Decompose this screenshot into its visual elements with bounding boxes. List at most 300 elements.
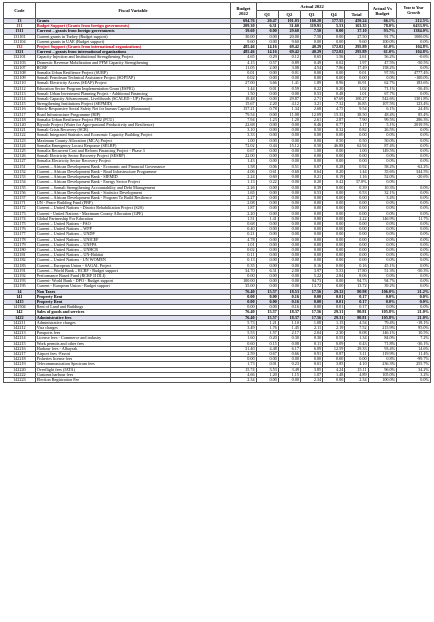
cell-fiscal-variable: Current – United Nations - District Rehabilitation Project (S2S)	[35, 206, 231, 211]
cell-actual-vs-budget: 146.1%	[368, 331, 397, 336]
cell-q3: 0.21	[300, 175, 322, 180]
cell-q4: 0.87	[323, 352, 345, 357]
cell-q3: 1.07	[300, 372, 322, 377]
cell-q2: 69.42	[278, 45, 300, 50]
cell-total: 0.00	[345, 76, 368, 81]
cell-q3: 94.73	[300, 279, 322, 284]
cell-budget: 4.78	[231, 237, 256, 242]
cell-q2: 0.00	[278, 284, 300, 289]
cell-total: 0.39	[345, 185, 368, 190]
cell-q4: 15.33	[323, 112, 345, 117]
cell-fiscal-variable: Sales of goods and services	[35, 310, 231, 315]
cell-total: 0.92	[345, 164, 368, 169]
cell-q3: 0.00	[300, 71, 322, 76]
cell-q4: 7.32	[323, 102, 345, 107]
cell-q1: 0.00	[256, 112, 278, 117]
cell-q2: 0.51	[278, 164, 300, 169]
cell-q4: 0.00	[323, 237, 345, 242]
cell-q2: 20.00	[278, 34, 300, 39]
cell-q1: 0.00	[256, 201, 278, 206]
cell-total: 7.52	[345, 325, 368, 330]
cell-budget: 30.00	[231, 34, 256, 39]
cell-budget: 79.54	[231, 112, 256, 117]
cell-q4: 0.01	[323, 299, 345, 304]
cell-q4: 2.19	[323, 325, 345, 330]
cell-q4: 0.02	[323, 60, 345, 65]
cell-q1: 0.00	[256, 305, 278, 310]
cell-code: 132112	[4, 86, 36, 91]
cell-code: 13	[4, 19, 36, 24]
cell-actual-vs-budget: 35.6%	[368, 169, 397, 174]
cell-q3: 0.16	[300, 263, 322, 268]
cell-code: 142213	[4, 331, 36, 336]
cell-total: 2.22	[345, 216, 368, 221]
cell-actual-vs-budget: 0.0%	[368, 221, 397, 226]
cell-total: 0.17	[345, 299, 368, 304]
cell-total: 8.08	[345, 331, 368, 336]
cell-code: 142222	[4, 372, 36, 377]
cell-total: 0.00	[345, 253, 368, 258]
cell-yoy-growth: 104.8%	[397, 45, 431, 50]
cell-total: 4.89	[345, 372, 368, 377]
cell-total: 0.00	[345, 247, 368, 252]
cell-actual-vs-budget: 32.1%	[368, 190, 397, 195]
cell-q3: 0.01	[300, 362, 322, 367]
cell-q4: 0.77	[323, 123, 345, 128]
header-q4: Q4	[323, 11, 345, 19]
cell-yoy-growth: 0.0%	[397, 138, 431, 143]
cell-budget: 485.46	[231, 50, 256, 55]
cell-yoy-growth: 0.0%	[397, 242, 431, 247]
cell-fiscal-variable: Grants	[35, 19, 231, 24]
cell-yoy-growth: 0.0%	[397, 247, 431, 252]
cell-q1: 0.00	[256, 237, 278, 242]
cell-q1: 0.00	[256, 76, 278, 81]
cell-total: 9.60	[345, 39, 368, 44]
cell-q1: 0.00	[256, 138, 278, 143]
cell-yoy-growth: 0.0%	[397, 154, 431, 159]
table-row	[4, 378, 431, 383]
cell-budget: 2.59	[231, 352, 256, 357]
cell-code: 132171	[4, 201, 36, 206]
cell-q2: 2.00	[278, 268, 300, 273]
cell-q3: 3.21	[300, 102, 322, 107]
cell-total: 0.00	[345, 133, 368, 138]
cell-actual-vs-budget: 107.5%	[368, 102, 397, 107]
cell-budget: 2.26	[231, 185, 256, 190]
cell-code: 132179	[4, 242, 36, 247]
cell-yoy-growth: 4777.4%	[397, 71, 431, 76]
cell-actual-vs-budget: 215.9%	[368, 325, 397, 330]
cell-fiscal-variable: Overflight fees (IATA)	[35, 367, 231, 372]
cell-yoy-growth: 183.6%	[397, 81, 431, 86]
cell-yoy-growth: 0.0%	[397, 284, 431, 289]
cell-budget: 2.20	[231, 211, 256, 216]
cell-q1: 15.57	[256, 315, 278, 320]
cell-q1: 3.53	[256, 367, 278, 372]
cell-q4: 8.96	[323, 81, 345, 86]
cell-q4: 2.30	[323, 331, 345, 336]
cell-actual-vs-budget: 45.1%	[368, 263, 397, 268]
cell-actual-vs-budget: 149.5%	[368, 149, 397, 154]
cell-budget: 5.53	[231, 331, 256, 336]
cell-q2: 1.20	[278, 117, 300, 122]
cell-budget: 1.13	[231, 180, 256, 185]
cell-q4: 0.00	[323, 211, 345, 216]
cell-q3: 0.11	[300, 341, 322, 346]
cell-budget: 5.73	[231, 320, 256, 325]
cell-q2: 0.00	[278, 149, 300, 154]
cell-code: 142212	[4, 325, 36, 330]
cell-yoy-growth: 344.5%	[397, 169, 431, 174]
cell-fiscal-variable: Shock-Responsive Social Safety Net for human Capital (Baxnaano)	[35, 107, 231, 112]
cell-q3: 40.29	[300, 45, 322, 50]
cell-budget: 9.60	[231, 39, 256, 44]
cell-q4: 0.20	[323, 86, 345, 91]
cell-yoy-growth: -99.7%	[397, 357, 431, 362]
cell-yoy-growth: 0.0%	[397, 185, 431, 190]
cell-total: 295.89	[345, 50, 368, 55]
cell-actual-vs-budget: 96.0%	[368, 367, 397, 372]
cell-q1: 6.31	[256, 24, 278, 29]
cell-total: 1.34	[345, 336, 368, 341]
cell-q1: 0.00	[256, 29, 278, 34]
cell-code: 131	[4, 24, 36, 29]
cell-fiscal-variable: Visa charges	[35, 325, 231, 330]
cell-fiscal-variable: Non Taxes	[35, 289, 231, 294]
cell-code: 142215	[4, 341, 36, 346]
cell-budget: 15.74	[231, 367, 256, 372]
cell-q1: 0.00	[256, 232, 278, 237]
cell-budget: 39.60	[231, 29, 256, 34]
cell-code: 131101	[4, 34, 36, 39]
cell-total: 100.27	[345, 97, 368, 102]
cell-q1: 0.00	[256, 206, 278, 211]
cell-actual-vs-budget: 0.0%	[368, 294, 397, 299]
cell-fiscal-variable: Somali Capacity Advancement, Livelihoods (SCALED - UP) Project	[35, 97, 231, 102]
cell-q4: 5.53	[323, 268, 345, 273]
cell-q2: 29.60	[278, 29, 300, 34]
cell-fiscal-variable: Somali Electricity Access (SEAP) Project	[35, 81, 231, 86]
cell-q3: 0.20	[300, 180, 322, 185]
cell-fiscal-variable: Current – United Nations - UN WOMEN	[35, 258, 231, 263]
cell-yoy-growth: 0.0%	[397, 232, 431, 237]
cell-budget: 4.65	[231, 55, 256, 60]
cell-budget: 4.06	[231, 169, 256, 174]
cell-q3: 0.00	[300, 294, 322, 299]
cell-budget: 0.00	[231, 299, 256, 304]
cell-yoy-growth: 123.4%	[397, 102, 431, 107]
cell-q3: 0.64	[300, 169, 322, 174]
cell-fiscal-variable: Current – African Development Bank - Program To Build Resilience	[35, 195, 231, 200]
cell-yoy-growth: 2019.5%	[397, 123, 431, 128]
cell-code: 132157	[4, 195, 36, 200]
cell-q4: 29.31	[323, 315, 345, 320]
cell-yoy-growth: 255.7%	[397, 362, 431, 367]
cell-q4: 0.55	[323, 336, 345, 341]
header-total: Total	[345, 11, 368, 19]
cell-q1: 1.57	[256, 331, 278, 336]
cell-q3: 2.68	[300, 107, 322, 112]
cell-fiscal-variable: Current - European Union - Budget support	[35, 284, 231, 289]
cell-code: 132172	[4, 206, 36, 211]
cell-yoy-growth: 0.0%	[397, 227, 431, 232]
cell-q3: 13.72	[300, 284, 322, 289]
cell-budget: 1.60	[231, 336, 256, 341]
cell-fiscal-variable: Work permits and other fees	[35, 341, 231, 346]
cell-fiscal-variable: Road Infrastructure Programme (RIP)	[35, 112, 231, 117]
cell-yoy-growth: 85.4%	[397, 112, 431, 117]
cell-q1: 0.00	[256, 211, 278, 216]
cell-q1: 0.00	[256, 39, 278, 44]
cell-budget: 485.46	[231, 45, 256, 50]
cell-q3: 0.00	[300, 299, 322, 304]
cell-code: 142	[4, 310, 36, 315]
cell-yoy-growth: 0.0%	[397, 263, 431, 268]
cell-yoy-growth: 0.0%	[397, 221, 431, 226]
cell-fiscal-variable: Somali Electricity Sector Recovery Project (SESRP)	[35, 154, 231, 159]
cell-actual-vs-budget: 0.0%	[368, 154, 397, 159]
cell-fiscal-variable: Passports fees	[35, 331, 231, 336]
cell-code: 142220	[4, 367, 36, 372]
cell-q2: 15.12	[278, 143, 300, 148]
cell-total: 0.00	[345, 232, 368, 237]
cell-actual-vs-budget: 236.3%	[368, 362, 397, 367]
cell-code: 1311	[4, 29, 36, 34]
cell-fiscal-variable: Somalia Urban Resilience Project (SURP)	[35, 71, 231, 76]
cell-fiscal-variable: Current – African Development Bank - Energy Sector Project	[35, 180, 231, 185]
cell-budget: 1.01	[231, 242, 256, 247]
cell-code: 132127	[4, 159, 36, 164]
cell-total: 295.89	[345, 45, 368, 50]
cell-total: 0.00	[345, 258, 368, 263]
cell-budget: 157.21	[231, 107, 256, 112]
cell-budget: 0.01	[231, 71, 256, 76]
cell-actual-vs-budget: 0.0%	[368, 227, 397, 232]
cell-yoy-growth: 0.0%	[397, 279, 431, 284]
cell-actual-vs-budget: 0.0%	[368, 247, 397, 252]
cell-q4: 0.00	[323, 227, 345, 232]
cell-yoy-growth: 0.0%	[397, 305, 431, 310]
cell-total: 27.50	[345, 34, 368, 39]
cell-budget: 35.00	[231, 284, 256, 289]
cell-q3: 7.50	[300, 34, 322, 39]
cell-q1: 0.00	[256, 71, 278, 76]
cell-q2: 101.03	[278, 19, 300, 24]
cell-yoy-growth: -0.6%	[397, 55, 431, 60]
cell-q1: 0.00	[256, 242, 278, 247]
cell-yoy-growth: 0.0%	[397, 253, 431, 258]
cell-yoy-growth: 34.2%	[397, 367, 431, 372]
cell-q3: 0.49	[300, 60, 322, 65]
cell-q1: 0.00	[256, 221, 278, 226]
cell-q1: 0.78	[256, 107, 278, 112]
cell-q2: 0.00	[278, 242, 300, 247]
cell-q4: 0.00	[323, 216, 345, 221]
cell-q4: 0.00	[323, 232, 345, 237]
cell-code: 132178	[4, 237, 36, 242]
cell-yoy-growth: 0.0%	[397, 159, 431, 164]
cell-actual-vs-budget: 52.0%	[368, 175, 397, 180]
cell-budget: 0.40	[231, 227, 256, 232]
cell-q2: 0.00	[278, 378, 300, 383]
cell-code: 132126	[4, 154, 36, 159]
cell-code: 132110	[4, 81, 36, 86]
cell-q3: 2.11	[300, 325, 322, 330]
cell-yoy-growth: 11.4%	[397, 352, 431, 357]
cell-q4: 0.00	[323, 190, 345, 195]
cell-actual-vs-budget: 0.0%	[368, 159, 397, 164]
cell-q1: 0.00	[256, 91, 278, 96]
cell-code: 132124	[4, 143, 36, 148]
cell-fiscal-variable: Current – African Development Bank - Road Infrastructure Programme	[35, 169, 231, 174]
cell-code: 132152	[4, 169, 36, 174]
cell-q2: 0.00	[278, 206, 300, 211]
cell-q3: 12.09	[300, 112, 322, 117]
cell-q3: 17.56	[300, 315, 322, 320]
cell-total: 17.80	[345, 268, 368, 273]
cell-code: 141	[4, 294, 36, 299]
cell-code: 132195	[4, 284, 36, 289]
cell-yoy-growth: 1000.0%	[397, 34, 431, 39]
cell-q4: 0.00	[323, 185, 345, 190]
cell-fiscal-variable: Current – United Nations - FAO	[35, 221, 231, 226]
cell-q1: 1.76	[256, 325, 278, 330]
cell-total: 0.00	[345, 227, 368, 232]
cell-total: 0.00	[345, 357, 368, 362]
cell-fiscal-variable: Project Support (Grants from international organizations)	[35, 45, 231, 50]
cell-budget: 3.33	[231, 133, 256, 138]
cell-total: 1.16	[345, 175, 368, 180]
cell-total: 80.81	[345, 315, 368, 320]
cell-q2: 0.23	[278, 362, 300, 367]
cell-fiscal-variable: Telecommunication Spectrum fees	[35, 362, 231, 367]
cell-fiscal-variable: Somali Petroleum Technical Assistance Project (SOPTAP)	[35, 76, 231, 81]
cell-q1: 0.00	[256, 357, 278, 362]
cell-q1: 0.00	[256, 273, 278, 278]
cell-q3: 0.00	[300, 206, 322, 211]
cell-q2: 0.16	[278, 305, 300, 310]
cell-yoy-growth: 3.2%	[397, 372, 431, 377]
cell-q4: 3.85	[323, 362, 345, 367]
header-year-to-year-growth: Year to Year Growth	[397, 3, 431, 19]
cell-total: 0.01	[345, 71, 368, 76]
cell-fiscal-variable: RCRF	[35, 65, 231, 70]
cell-code: 132113	[4, 91, 36, 96]
cell-yoy-growth: 0.0%	[397, 211, 431, 216]
cell-q1: 0.00	[256, 294, 278, 299]
cell-q2: 0.00	[278, 154, 300, 159]
cell-q1: 0.00	[256, 123, 278, 128]
cell-actual-vs-budget: 542.6%	[368, 97, 397, 102]
cell-q4: 0.00	[323, 133, 345, 138]
cell-actual-vs-budget: 100.0%	[368, 39, 397, 44]
cell-q4: 67.69	[323, 97, 345, 102]
cell-code: 132122	[4, 133, 36, 138]
cell-q4: 0.00	[323, 242, 345, 247]
cell-q4: 0.42	[323, 180, 345, 185]
cell-q3: 0.46	[300, 123, 322, 128]
cell-q1: 2.20	[256, 102, 278, 107]
cell-fiscal-variable: Global Partnership For Education	[35, 216, 231, 221]
cell-actual-vs-budget: 48.4%	[368, 112, 397, 117]
cell-fiscal-variable: Current – United Nations – WFP	[35, 227, 231, 232]
cell-q3: 0.22	[300, 86, 322, 91]
cell-q2: 1.15	[278, 372, 300, 377]
cell-q2: 0.30	[278, 336, 300, 341]
cell-q4: 0.09	[323, 341, 345, 346]
cell-q2: 1.41	[278, 81, 300, 86]
cell-fiscal-variable: Administrative charges	[35, 320, 231, 325]
cell-total: 80.98	[345, 289, 368, 294]
cell-actual-vs-budget: 106.0%	[368, 289, 397, 294]
cell-q3: 2.04	[300, 331, 322, 336]
cell-total: 0.00	[345, 211, 368, 216]
cell-actual-vs-budget: 0.0%	[368, 258, 397, 263]
cell-q3: 1.89	[300, 81, 322, 86]
header-row-1	[4, 3, 431, 11]
cell-budget: 0.67	[231, 149, 256, 154]
cell-fiscal-variable: Current – United Nations – UNHCR	[35, 247, 231, 252]
cell-q2: 0.00	[278, 159, 300, 164]
cell-q1: 0.00	[256, 378, 278, 383]
cell-code: 132191	[4, 268, 36, 273]
cell-yoy-growth: 1384.0%	[397, 29, 431, 34]
cell-total: 4.10	[345, 362, 368, 367]
cell-code: 132183	[4, 263, 36, 268]
cell-code: 132107	[4, 65, 36, 70]
cell-budget: 2.27	[231, 195, 256, 200]
cell-code: 132123	[4, 138, 36, 143]
cell-q3: 0.07	[300, 164, 322, 169]
cell-total: 459.24	[345, 19, 368, 24]
cell-total: 1.17	[345, 123, 368, 128]
cell-code: 132120	[4, 123, 36, 128]
cell-q1: 15.57	[256, 310, 278, 315]
cell-code: 132117	[4, 112, 36, 117]
header-actual-vs-budget: Actual Vs Budget	[368, 3, 397, 19]
cell-q2: 0.12	[278, 55, 300, 60]
cell-yoy-growth: 0.0%	[397, 237, 431, 242]
cell-q4: 5.53	[323, 24, 345, 29]
cell-total: 1.00	[345, 149, 368, 154]
cell-yoy-growth: 11.7%	[397, 216, 431, 221]
cell-code: 142218	[4, 357, 36, 362]
cell-q3: 0.00	[300, 133, 322, 138]
cell-code: 132153	[4, 175, 36, 180]
cell-budget: 694.76	[231, 19, 256, 24]
cell-fiscal-variable: Domestic Revenue Mobilization and PFM Capacity Strengthening	[35, 60, 231, 65]
cell-fiscal-variable: Current – European Union - SAGAL Project	[35, 263, 231, 268]
cell-budget: 1.73	[231, 362, 256, 367]
cell-q3: 0.00	[300, 159, 322, 164]
cell-budget: 31.40	[231, 346, 256, 351]
cell-code: 132114	[4, 97, 36, 102]
cell-fiscal-variable: Somalia Emergency Locust Response (SELRP)	[35, 143, 231, 148]
cell-total: 0.00	[345, 154, 368, 159]
cell-q3: 0.53	[300, 91, 322, 96]
cell-total: 0.00	[345, 221, 368, 226]
cell-actual-vs-budget: 0.0%	[368, 299, 397, 304]
cell-q2: 0.00	[278, 273, 300, 278]
cell-total: 15.11	[345, 367, 368, 372]
cell-q3: 0.53	[300, 190, 322, 195]
cell-code: 142216	[4, 346, 36, 351]
cell-q1: 0.06	[256, 164, 278, 169]
cell-q4: 4.24	[323, 367, 345, 372]
cell-yoy-growth: 0.0%	[397, 65, 431, 70]
cell-code: 132154	[4, 180, 36, 185]
